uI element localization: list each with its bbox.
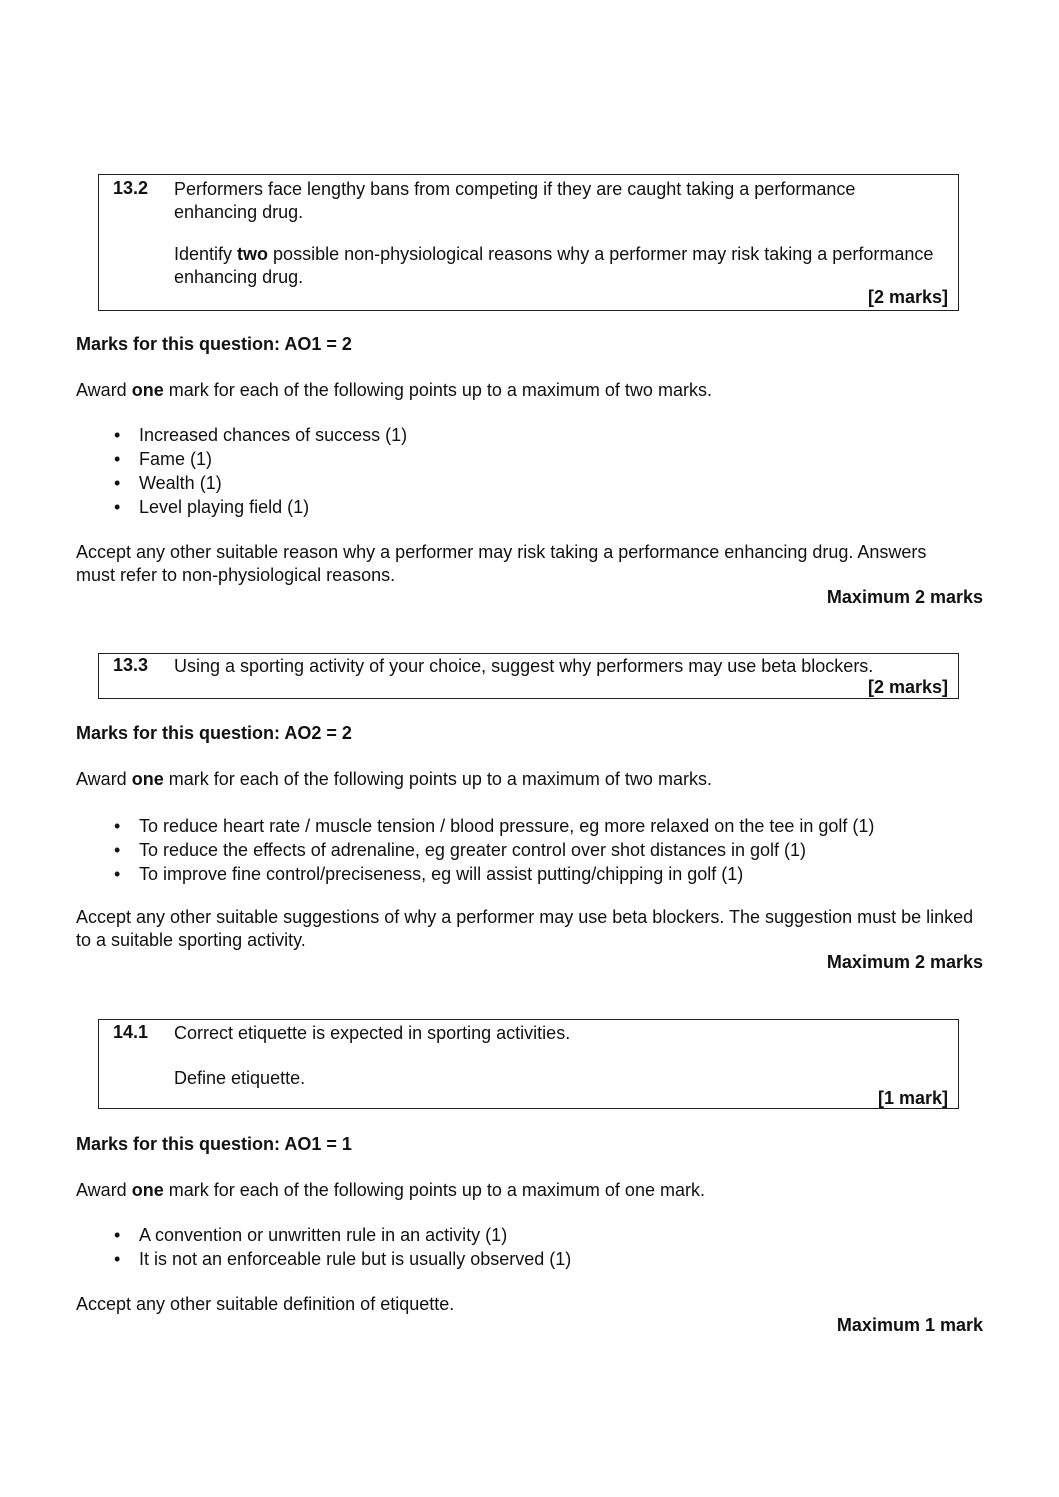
- maximum-marks: Maximum 2 marks: [826, 952, 983, 972]
- award-instruction: Award one mark for each of the following points up to a maximum of two marks.: [76, 380, 712, 400]
- list-item: • It is not an enforceable rule but is usually observed (1): [76, 1247, 571, 1271]
- list-item: • To improve fine control/preciseness, eg will assist putting/chipping in golf (1): [76, 862, 874, 886]
- list-item: • To reduce heart rate / muscle tension / blood pressure, eg more relaxed on the tee in golf (1): [76, 814, 874, 838]
- marks-heading: Marks for this question: AO1 = 1: [76, 1134, 352, 1154]
- accept-note: Accept any other suitable reason why a performer may risk taking a performance enhancing drug. Answers must refer to non-physiological reasons.: [76, 542, 927, 585]
- award-instruction: Award one mark for each of the following points up to a maximum of one mark.: [76, 1180, 705, 1200]
- question-stem: Using a sporting activity of your choice, suggest why performers may use beta blockers.: [174, 656, 874, 676]
- marks-heading: Marks for this question: AO2 = 2: [76, 723, 352, 743]
- list-item: • Increased chances of success (1): [76, 423, 407, 447]
- question-marks: [2 marks]: [867, 287, 948, 307]
- question-instruction: Define etiquette.: [174, 1068, 306, 1088]
- list-item: • To reduce the effects of adrenaline, eg greater control over shot distances in golf (1): [76, 838, 874, 862]
- list-item: • Wealth (1): [76, 471, 407, 495]
- list-item: • Fame (1): [76, 447, 407, 471]
- question-marks: [1 mark]: [877, 1088, 948, 1108]
- question-stem: Correct etiquette is expected in sporting activities.: [174, 1023, 571, 1043]
- mark-points-list: [76, 814, 874, 886]
- marks-heading: Marks for this question: AO1 = 2: [76, 334, 352, 354]
- accept-note: Accept any other suitable suggestions of why a performer may use beta blockers. The suggestion must be linked to a suitable sporting activity.: [76, 907, 974, 950]
- question-box-13-2: [98, 174, 959, 311]
- question-box-14-1: [98, 1019, 959, 1109]
- question-number: 14.1: [113, 1022, 149, 1042]
- question-box-13-3: [98, 653, 959, 699]
- list-item: • Level playing field (1): [76, 495, 407, 519]
- maximum-marks: Maximum 2 marks: [826, 587, 983, 607]
- mark-points-list: [76, 1223, 571, 1271]
- question-stem: Performers face lengthy bans from competing if they are caught taking a performance enhancing drug.: [174, 179, 856, 222]
- maximum-marks: Maximum 1 mark: [836, 1315, 983, 1335]
- list-item: • A convention or unwritten rule in an activity (1): [76, 1223, 571, 1247]
- question-instruction: Identify two possible non-physiological reasons why a performer may risk taking a performance enhancing drug.: [174, 244, 934, 287]
- award-instruction: Award one mark for each of the following points up to a maximum of two marks.: [76, 769, 712, 789]
- question-number: 13.3: [113, 655, 149, 675]
- accept-note: Accept any other suitable definition of etiquette.: [76, 1294, 455, 1314]
- question-marks: [2 marks]: [867, 677, 948, 697]
- mark-points-list: [76, 423, 407, 519]
- question-number: 13.2: [113, 178, 149, 198]
